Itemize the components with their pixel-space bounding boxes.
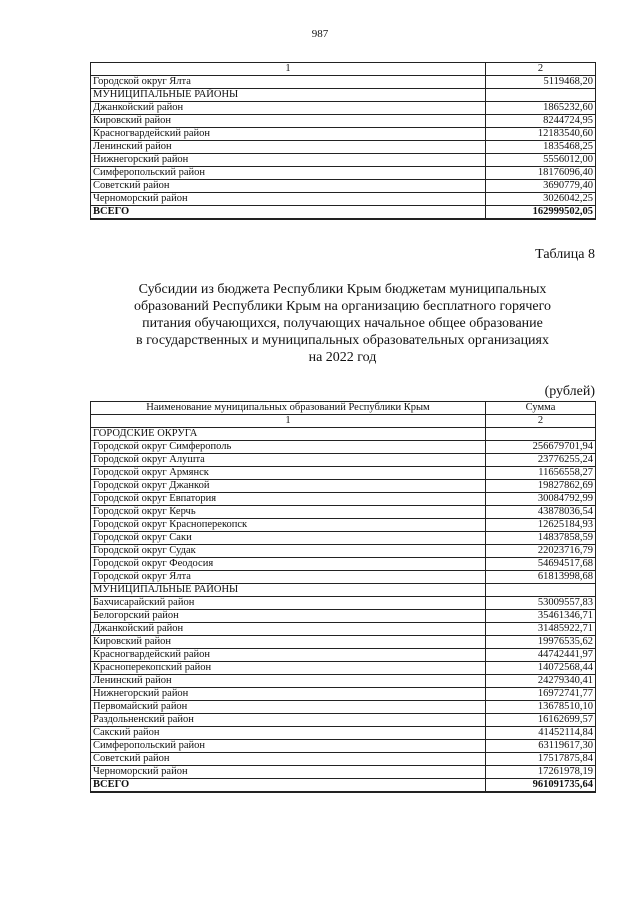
- row-name: Джанкойский район: [91, 623, 486, 636]
- table-row: [91, 128, 596, 141]
- row-value: 1835468,25: [486, 141, 596, 154]
- table-row: [91, 519, 596, 532]
- row-name: Нижнегорский район: [91, 154, 486, 167]
- table-row: [91, 649, 596, 662]
- row-value: 14072568,44: [486, 662, 596, 675]
- page-number: 987: [311, 28, 329, 40]
- row-value: 43878036,54: [486, 506, 596, 519]
- column-index: 2: [486, 415, 596, 428]
- row-name: Городской округ Керчь: [91, 506, 486, 519]
- row-value: 11656558,27: [486, 467, 596, 480]
- table-row: [91, 740, 596, 753]
- row-name: Городской округ Симферополь: [91, 441, 486, 454]
- row-value: 16162699,57: [486, 714, 596, 727]
- row-value: 3026042,25: [486, 193, 596, 206]
- table-previous-continuation: [90, 62, 596, 220]
- total-label: ВСЕГО: [91, 206, 486, 220]
- title-line: Субсидии из бюджета Республики Крым бюджетам муниципальных: [138, 282, 547, 297]
- table-row: [91, 454, 596, 467]
- row-value: 5119468,20: [486, 76, 596, 89]
- unit-label: (рублей): [544, 384, 595, 399]
- table-header-row: [91, 402, 596, 415]
- row-name: Городской округ Саки: [91, 532, 486, 545]
- row-name: Кировский район: [91, 636, 486, 649]
- row-value: 61813998,68: [486, 571, 596, 584]
- row-value: 13678510,10: [486, 701, 596, 714]
- table-row: [91, 193, 596, 206]
- row-name: Кировский район: [91, 115, 486, 128]
- column-header-name: Наименование муниципальных образований Республики Крым: [91, 402, 486, 415]
- row-value: 54694517,68: [486, 558, 596, 571]
- table-index-row: [91, 415, 596, 428]
- column-index: 1: [91, 63, 486, 76]
- row-name: Красноперекопский район: [91, 662, 486, 675]
- row-name: Черноморский район: [91, 193, 486, 206]
- table-row: [91, 675, 596, 688]
- title-line: образований Республики Крым на организацию бесплатного горячего: [133, 299, 552, 314]
- table-row: [91, 167, 596, 180]
- table-row: [91, 76, 596, 89]
- row-value: 14837858,59: [486, 532, 596, 545]
- row-value: 53009557,83: [486, 597, 596, 610]
- table-row: [91, 480, 596, 493]
- row-name: Городской округ Судак: [91, 545, 486, 558]
- table-row: [91, 636, 596, 649]
- row-value: 31485922,71: [486, 623, 596, 636]
- row-name: Городской округ Ялта: [91, 571, 486, 584]
- table-row: [91, 701, 596, 714]
- table-row: [91, 180, 596, 193]
- total-value: 961091735,64: [486, 779, 596, 793]
- table-body: [91, 402, 596, 793]
- row-name: Советский район: [91, 753, 486, 766]
- row-name: Советский район: [91, 180, 486, 193]
- row-name: Ленинский район: [91, 675, 486, 688]
- total-value: 162999502,05: [486, 206, 596, 220]
- row-name: Городской округ Армянск: [91, 467, 486, 480]
- table-label: Таблица 8: [535, 247, 595, 262]
- row-value: 30084792,99: [486, 493, 596, 506]
- table-row: [91, 727, 596, 740]
- row-name: Белогорский район: [91, 610, 486, 623]
- row-value: 8244724,95: [486, 115, 596, 128]
- title-line: в государственных и муниципальных образовательных организациях: [136, 333, 549, 348]
- row-name: Красногвардейский район: [91, 128, 486, 141]
- row-name: Черноморский район: [91, 766, 486, 779]
- table-row: [91, 441, 596, 454]
- row-name: Городской округ Феодосия: [91, 558, 486, 571]
- table-row: [91, 571, 596, 584]
- row-name: МУНИЦИПАЛЬНЫЕ РАЙОНЫ: [91, 584, 486, 597]
- row-name: МУНИЦИПАЛЬНЫЕ РАЙОНЫ: [91, 89, 486, 102]
- row-value: 16972741,77: [486, 688, 596, 701]
- row-value: 19827862,69: [486, 480, 596, 493]
- table-row: [91, 89, 596, 102]
- row-value: 19976535,62: [486, 636, 596, 649]
- row-name: Симферопольский район: [91, 740, 486, 753]
- row-value: 23776255,24: [486, 454, 596, 467]
- table-row: [91, 558, 596, 571]
- row-name: Бахчисарайский район: [91, 597, 486, 610]
- table-row: [91, 467, 596, 480]
- table-row: [91, 115, 596, 128]
- table-row: [91, 688, 596, 701]
- column-header-sum: Сумма: [486, 402, 596, 415]
- row-value: 17517875,84: [486, 753, 596, 766]
- row-name: Нижнегорский район: [91, 688, 486, 701]
- row-value: 22023716,79: [486, 545, 596, 558]
- table-title: [90, 281, 595, 366]
- row-name: Симферопольский район: [91, 167, 486, 180]
- column-index: 2: [486, 63, 596, 76]
- column-index: 1: [91, 415, 486, 428]
- table-index-row: [91, 63, 596, 76]
- row-value: 3690779,40: [486, 180, 596, 193]
- table-row: [91, 753, 596, 766]
- table-row: [91, 532, 596, 545]
- table-row: [91, 154, 596, 167]
- table-row: [91, 623, 596, 636]
- row-name: Красногвардейский район: [91, 649, 486, 662]
- table-body: [91, 63, 596, 220]
- row-name: Джанкойский район: [91, 102, 486, 115]
- row-value: 12183540,60: [486, 128, 596, 141]
- table-subsidies: [90, 401, 596, 793]
- row-name: ГОРОДСКИЕ ОКРУГА: [91, 428, 486, 441]
- row-name: Городской округ Евпатория: [91, 493, 486, 506]
- total-row: [91, 206, 596, 220]
- row-value: [486, 428, 596, 441]
- row-name: Сакский район: [91, 727, 486, 740]
- row-value: 63119617,30: [486, 740, 596, 753]
- title-line: питания обучающихся, получающих начальное общее образование: [142, 316, 543, 331]
- row-name: Первомайский район: [91, 701, 486, 714]
- table-row: [91, 545, 596, 558]
- table-row: [91, 662, 596, 675]
- row-value: 44742441,97: [486, 649, 596, 662]
- table-row: [91, 714, 596, 727]
- table-row: [91, 584, 596, 597]
- table-row: [91, 610, 596, 623]
- row-value: 24279340,41: [486, 675, 596, 688]
- total-row: [91, 779, 596, 793]
- table-row: [91, 102, 596, 115]
- row-name: Ленинский район: [91, 141, 486, 154]
- row-value: 256679701,94: [486, 441, 596, 454]
- title-line: на 2022 год: [308, 350, 377, 365]
- row-name: Городской округ Джанкой: [91, 480, 486, 493]
- row-value: 1865232,60: [486, 102, 596, 115]
- row-value: 5556012,00: [486, 154, 596, 167]
- row-value: 17261978,19: [486, 766, 596, 779]
- row-name: Городской округ Красноперекопск: [91, 519, 486, 532]
- row-value: 41452114,84: [486, 727, 596, 740]
- row-value: 18176096,40: [486, 167, 596, 180]
- row-name: Городской округ Ялта: [91, 76, 486, 89]
- row-value: [486, 584, 596, 597]
- table-row: [91, 597, 596, 610]
- row-name: Раздольненский район: [91, 714, 486, 727]
- row-value: [486, 89, 596, 102]
- table-row: [91, 428, 596, 441]
- table-row: [91, 506, 596, 519]
- total-label: ВСЕГО: [91, 779, 486, 793]
- table-row: [91, 141, 596, 154]
- row-value: 35461346,71: [486, 610, 596, 623]
- row-value: 12625184,93: [486, 519, 596, 532]
- table-row: [91, 766, 596, 779]
- row-name: Городской округ Алушта: [91, 454, 486, 467]
- table-row: [91, 493, 596, 506]
